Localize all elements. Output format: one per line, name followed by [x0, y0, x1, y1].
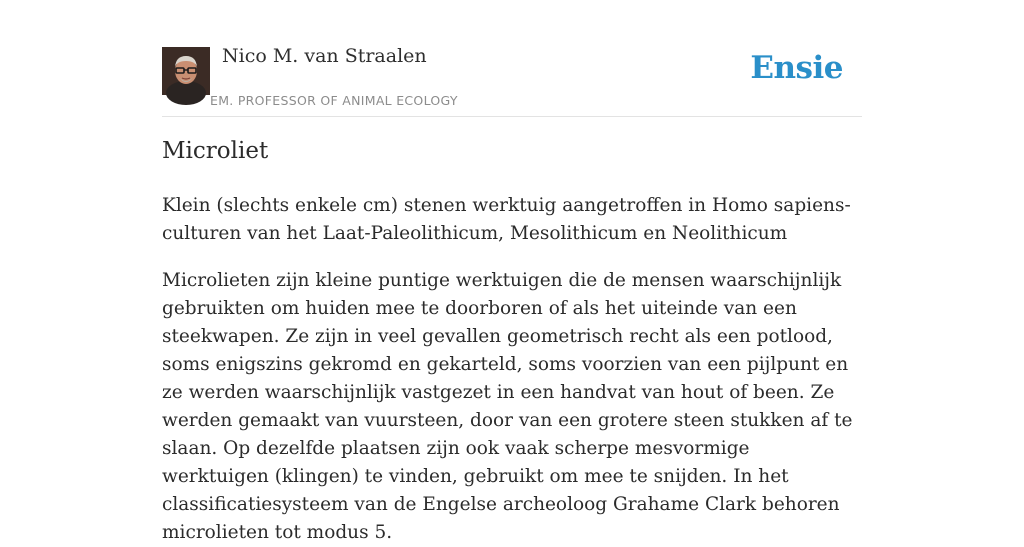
author-portrait-icon: [162, 47, 210, 95]
avatar[interactable]: [162, 47, 210, 95]
page-title: Microliet: [162, 138, 269, 164]
author-name[interactable]: Nico M. van Straalen: [222, 45, 427, 67]
author-header: [162, 0, 862, 117]
article-summary: Klein (slechts enkele cm) stenen werktuig aangetroffen in Homo sapiens-culturen van het Laat-Paleolithicum, Mesolithicum en Neolithicum: [162, 195, 851, 244]
article-body: Microlieten zijn kleine puntige werktuigen die de mensen waarschijnlijk gebruikten om huiden mee te doorboren of als het uiteinde van een steekwapen. Ze zijn in veel gevallen geometrisch recht als een potlood, soms enigszins gekromd en gekarteld, soms voorzien van een pijlpunt en ze werden waarschijnlijk vastgezet in een handvat van hout of been. Ze werden gemaakt van vuursteen, door van een grotere steen stukken af te slaan. Op dezelfde plaatsen zijn ook vaak scherpe mesvormige werktuigen (klingen) te vinden, gebruikt om mee te snijden. In het classificatiesysteem van de Engelse archeoloog Grahame Clark behoren microlieten tot modus 5.: [162, 270, 853, 543]
brand-logo[interactable]: Ensie: [750, 50, 843, 86]
author-role: EM. PROFESSOR OF ANIMAL ECOLOGY: [210, 93, 458, 108]
